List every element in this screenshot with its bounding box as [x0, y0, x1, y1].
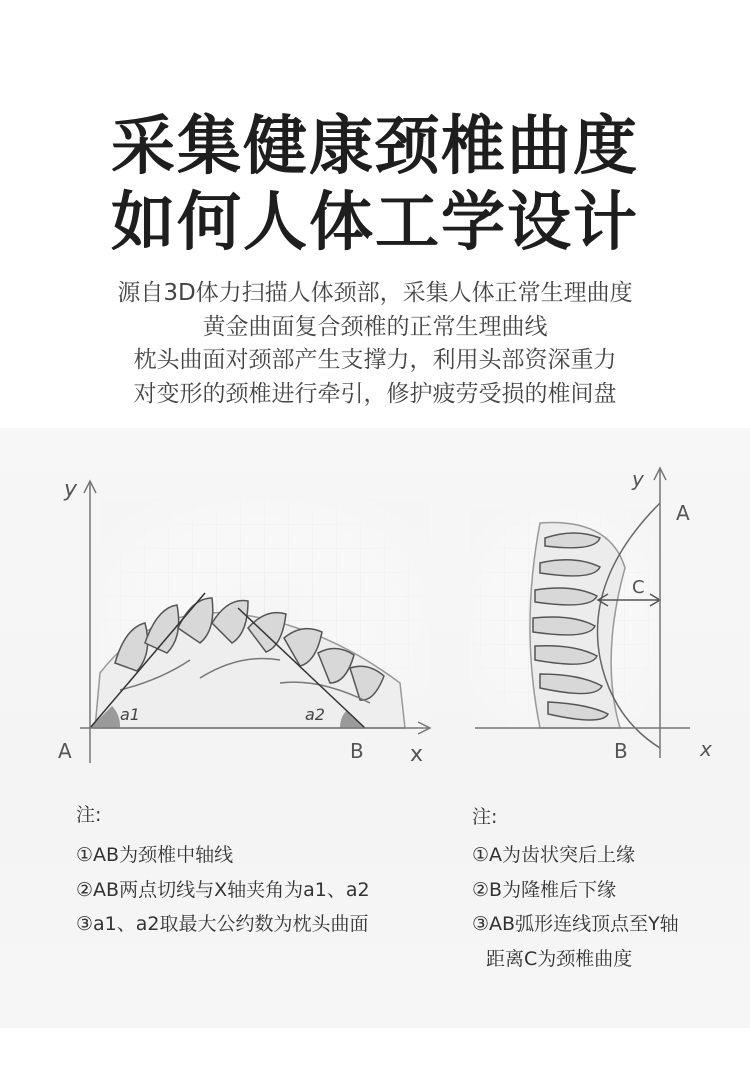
left-note-1: ①AB为颈椎中轴线 — [76, 844, 234, 866]
left-angle-a1: a1 — [120, 705, 140, 724]
right-point-a: A — [676, 501, 690, 525]
left-point-b: B — [350, 739, 364, 763]
right-point-c: C — [632, 577, 645, 598]
left-note-2: ②AB两点切线与X轴夹角为a1、a2 — [76, 879, 370, 901]
description-line-2: 黄金曲面复合颈椎的正常生理曲线 — [202, 314, 548, 340]
left-y-label: y — [64, 477, 78, 502]
right-y-label: y — [632, 467, 644, 491]
right-note-2: ②B为隆椎后下缘 — [472, 879, 617, 901]
right-note-1: ①A为齿状突后上缘 — [472, 844, 636, 866]
right-x-label: x — [700, 737, 712, 761]
left-notes-heading: 注: — [76, 804, 102, 826]
right-note-3: ③AB弧形连线顶点至Y轴 — [472, 913, 679, 935]
bottom-strip — [0, 1028, 750, 1067]
right-note-4: 距离C为颈椎曲度 — [486, 948, 633, 970]
heading-line-2: 如何人体工学设计 — [111, 186, 639, 260]
description-line-1: 源自3D体力扫描人体颈部，采集人体正常生理曲度 — [117, 280, 633, 306]
right-point-b: B — [614, 739, 628, 763]
left-point-a: A — [58, 739, 72, 763]
left-note-3: ③a1、a2取最大公约数为枕头曲面 — [76, 913, 369, 935]
left-diagram — [58, 477, 430, 767]
right-spine-illustration — [530, 523, 625, 728]
left-x-label: x — [410, 742, 424, 767]
right-notes-heading: 注: — [472, 806, 498, 828]
heading-line-1: 采集健康颈椎曲度 — [111, 110, 639, 184]
cervical-diagram — [0, 428, 750, 1028]
right-diagram — [470, 467, 712, 763]
description-line-3: 枕头曲面对颈部产生支撑力，利用头部资深重力 — [133, 347, 617, 373]
left-angle-a2: a2 — [305, 705, 325, 724]
description-line-4: 对变形的颈椎进行牵引，修护疲劳受损的椎间盘 — [133, 381, 617, 407]
